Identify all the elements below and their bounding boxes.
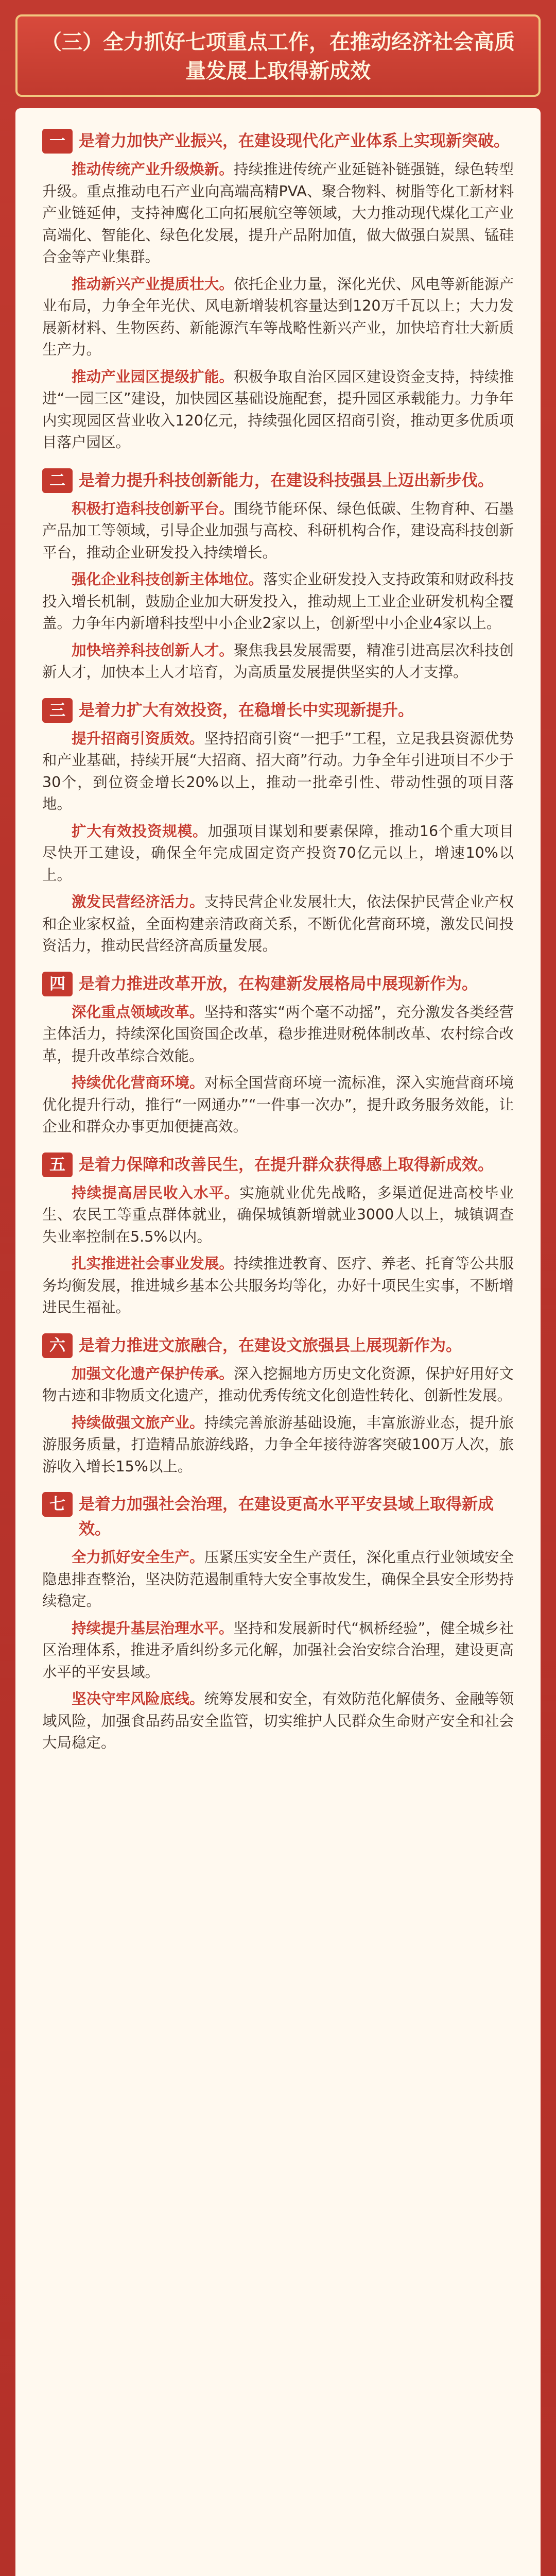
report-body [15, 108, 541, 2576]
body-paragraph [42, 1002, 514, 1067]
section-heading-text: 是着力扩大有效投资，在稳增长中实现新提升。 [79, 701, 414, 720]
paragraph-keyword: 持续提高居民收入水平。 [72, 1184, 240, 1201]
body-paragraph [42, 366, 514, 454]
paragraph-keyword: 加快培养科技创新人才。 [72, 641, 234, 659]
section-number-badge: 五 [42, 1153, 73, 1177]
paragraph-keyword: 全力抓好安全生产。 [72, 1549, 204, 1566]
body-paragraph [42, 1253, 514, 1319]
section-banner [15, 14, 541, 97]
section-heading-text: 是着力加快产业振兴，在建设现代化产业体系上实现新突破。 [79, 132, 510, 150]
paragraph-text: 落实企业研发投入支持政策和财政科技投入增长机制，鼓励企业加大研发投入，推动规上工业企业研发机构全覆盖。力争年内新增科技型中小企业2家以上，创新型中小企业4家以上。 [42, 571, 514, 632]
paragraph-text: 加强项目谋划和要素保障，推动16个重大项目尽快开工建设，确保全年完成固定资产投资70亿元以上，增速10%以上。 [42, 822, 514, 884]
paragraph-keyword: 推动传统产业升级焕新。 [72, 161, 234, 178]
body-paragraph [42, 821, 514, 887]
section-title: （三）全力抓好七项重点工作，在推动经济社会高质量发展上取得新成效 [41, 30, 515, 83]
body-paragraph [42, 569, 514, 635]
section-heading [42, 972, 514, 996]
body-paragraph [42, 728, 514, 816]
section-heading-text: 是着力推进文旅融合，在建设文旅强县上展现新作为。 [79, 1336, 462, 1355]
paragraph-text: 统筹发展和安全，有效防范化解债务、金融等领域风险，加强食品药品安全监管，切实维护人民群众生命财产安全和社会大局稳定。 [42, 1690, 514, 1751]
paragraph-text: 持续推进教育、医疗、养老、托育等公共服务均衡发展，推进城乡基本公共服务均等化，办好十项民生实事，不断增进民生福祉。 [42, 1255, 514, 1316]
body-paragraph [42, 1547, 514, 1613]
paragraph-text: 持续推进传统产业延链补链强链，绿色转型升级。重点推动电石产业向高端高精PVA、聚合物料、树脂等化工新材料产业链延伸，支持神鹰化工向拓展航空等领域，大力推动现代煤化工产业高端化、智能化、绿色化发展，提升产品附加值，做大做强白炭黑、锰硅合金等产业集群。 [42, 161, 514, 265]
paragraph-text: 聚焦我县发展需要，精准引进高层次科技创新人才，加快本土人才培育，为高质量发展提供坚实的人才支撑。 [42, 641, 514, 681]
body-paragraph [42, 1412, 514, 1478]
body-paragraph [42, 1688, 514, 1754]
section-number-badge: 六 [42, 1333, 73, 1358]
section-heading-text: 是着力推进改革开放，在构建新发展格局中展现新作为。 [79, 974, 478, 993]
paragraph-text: 实施就业优先战略，多渠道促进高校毕业生、农民工等重点群体就业，确保城镇新增就业3000人以上，城镇调查失业率控制在5.5%以内。 [42, 1184, 514, 1245]
body-paragraph [42, 1072, 514, 1138]
body-paragraph [42, 1363, 514, 1407]
paragraph-text: 坚持和落实“两个毫不动摇”，充分激发各类经营主体活力，持续深化国资国企改革，稳步推进财税体制改革、农村综合改革，提升改革综合效能。 [42, 1003, 514, 1064]
section-heading-text: 是着力提升科技创新能力，在建设科技强县上迈出新步伐。 [79, 471, 494, 490]
section-heading [42, 1153, 514, 1177]
section-heading [42, 1492, 514, 1541]
body-paragraph [42, 159, 514, 268]
section-number-badge: 七 [42, 1492, 73, 1517]
body-paragraph [42, 640, 514, 684]
body-paragraph [42, 891, 514, 957]
section-heading-text: 是着力加强社会治理，在建设更高水平平安县域上取得新成效。 [79, 1495, 494, 1538]
paragraph-text: 坚持和发展新时代“枫桥经验”，健全城乡社区治理体系，推进矛盾纠纷多元化解，加强社会治安综合治理，建设更高水平的平安县域。 [42, 1619, 514, 1681]
section-heading [42, 468, 514, 493]
section-number-badge: 二 [42, 468, 73, 493]
section-heading-text: 是着力保障和改善民生，在提升群众获得感上取得新成效。 [79, 1155, 494, 1174]
paragraph-text: 压紧压实安全生产责任，深化重点行业领域安全隐患排查整治，坚决防范遏制重特大安全事故发生，确保全县安全形势持续稳定。 [42, 1549, 514, 1609]
paragraph-text: 围绕节能环保、绿色低碳、生物育种、石墨产品加工等领域，引导企业加强与高校、科研机构合作，建设高科技创新平台，推动企业研发投入持续增长。 [42, 500, 514, 561]
paragraph-text: 深入挖掘地方历史文化资源，保护好用好文物古迹和非物质文化遗产，推动优秀传统文化创造性转化、创新性发展。 [42, 1365, 514, 1404]
section-heading [42, 698, 514, 723]
paragraph-keyword: 扩大有效投资规模。 [72, 822, 208, 840]
paragraph-keyword: 深化重点领域改革。 [72, 1003, 204, 1021]
paragraph-keyword: 坚决守牢风险底线。 [72, 1690, 204, 1707]
section-heading [42, 129, 514, 154]
paragraph-text: 依托企业力量，深化光伏、风电等新能源产业布局，力争全年光伏、风电新增装机容量达到120万千瓦以上；大力发展新材料、生物医药、新能源汽车等战略性新兴产业，加快培育壮大新质生产力。 [42, 275, 514, 358]
paragraph-text: 坚持招商引资“一把手”工程，立足我县资源优势和产业基础，持续开展“大招商、招大商”行动。力争全年引进项目不少于30个，到位资金增长20%以上，推动一批牵引性、带动性强的项目落地。 [42, 730, 514, 812]
body-paragraph [42, 1618, 514, 1684]
body-paragraph [42, 274, 514, 361]
paragraph-text: 积极争取自治区园区建设资金支持，持续推进“一园三区”建设，加快园区基础设施配套，提升园区承载能力。力争年内实现园区营业收入120亿元，持续强化园区招商引资，推动更多优质项目落户园区。 [42, 368, 514, 451]
body-paragraph [42, 1182, 514, 1248]
paragraph-text: 持续完善旅游基础设施，丰富旅游业态，提升旅游服务质量，打造精品旅游线路，力争全年接待游客突破100万人次，旅游收入增长15%以上。 [42, 1414, 514, 1475]
paragraph-keyword: 激发民营经济活力。 [72, 893, 204, 910]
section-heading [42, 1333, 514, 1358]
paragraph-keyword: 持续优化营商环境。 [72, 1074, 204, 1091]
paragraph-keyword: 强化企业科技创新主体地位。 [72, 571, 264, 588]
paragraph-text: 对标全国营商环境一流标准，深入实施营商环境优化提升行动，推行“一网通办”“一件事一次办”，提升政务服务效能，让企业和群众办事更加便捷高效。 [42, 1074, 514, 1135]
section-number-badge: 一 [42, 129, 73, 154]
paragraph-keyword: 持续提升基层治理水平。 [72, 1619, 234, 1637]
paragraph-keyword: 积极打造科技创新平台。 [72, 500, 234, 517]
paragraph-keyword: 推动新兴产业提质壮大。 [72, 275, 234, 293]
section-number-badge: 三 [42, 698, 73, 723]
paragraph-keyword: 扎实推进社会事业发展。 [72, 1255, 234, 1272]
paragraph-keyword: 加强文化遗产保护传承。 [72, 1365, 234, 1382]
paragraph-keyword: 持续做强文旅产业。 [72, 1414, 204, 1431]
paragraph-keyword: 提升招商引资质效。 [72, 730, 204, 747]
paragraph-text: 支持民营企业发展壮大，依法保护民营企业产权和企业家权益，全面构建亲清政商关系，不断优化营商环境，激发民间投资活力，推动民营经济高质量发展。 [42, 893, 514, 954]
paragraph-keyword: 推动产业园区提级扩能。 [72, 368, 234, 385]
body-paragraph [42, 498, 514, 564]
section-number-badge: 四 [42, 972, 73, 996]
